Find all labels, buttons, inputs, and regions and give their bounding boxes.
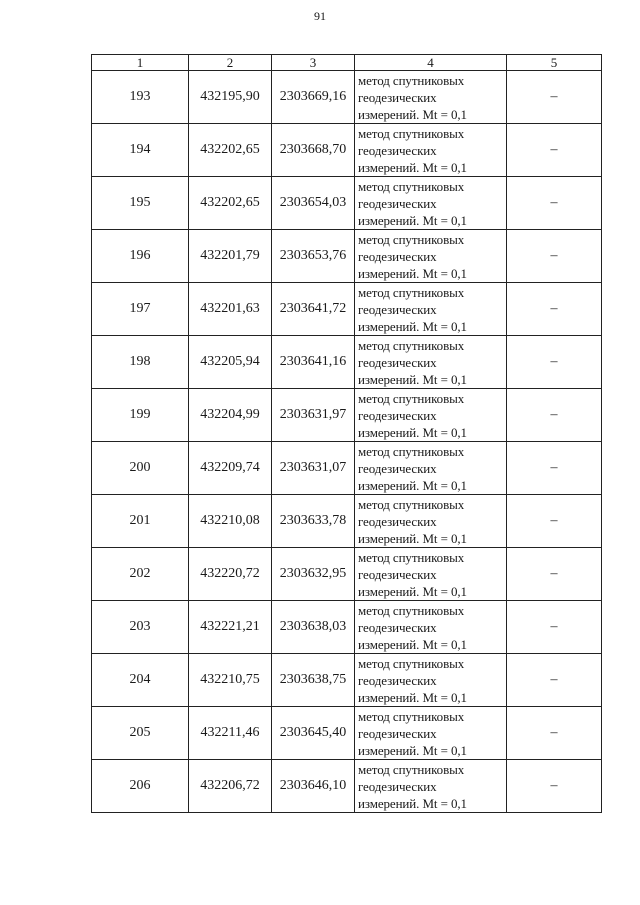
x-coordinate-cell: 432206,72 [189,760,272,813]
note-cell: – [507,442,602,495]
x-coordinate-cell: 432202,65 [189,177,272,230]
note-cell: – [507,336,602,389]
method-cell [355,442,507,495]
method-cell [355,230,507,283]
method-cell [355,495,507,548]
method-line: измерений. Mt = 0,1 [358,212,467,228]
table-row [92,548,602,601]
table-row [92,495,602,548]
note-cell: – [507,601,602,654]
method-line: геодезических [358,725,437,741]
method-cell [355,177,507,230]
table-row [92,177,602,230]
y-coordinate-cell: 2303653,76 [272,230,355,283]
method-line: метод спутниковых [358,549,465,565]
method-cell [355,336,507,389]
y-coordinate-cell: 2303638,03 [272,601,355,654]
note-cell: – [507,71,602,124]
method-line: метод спутниковых [358,602,465,618]
x-coordinate-cell: 432210,75 [189,654,272,707]
method-line: измерений. Mt = 0,1 [358,318,467,334]
coordinates-table [91,54,602,813]
point-number-cell: 202 [92,548,189,601]
point-number-cell: 197 [92,283,189,336]
method-line: измерений. Mt = 0,1 [358,742,467,758]
method-line: измерений. Mt = 0,1 [358,371,467,387]
y-coordinate-cell: 2303641,16 [272,336,355,389]
note-cell: – [507,654,602,707]
method-line: метод спутниковых [358,390,465,406]
y-coordinate-cell: 2303654,03 [272,177,355,230]
note-cell: – [507,495,602,548]
table-row [92,601,602,654]
table-row [92,283,602,336]
method-line: измерений. Mt = 0,1 [358,265,467,281]
note-cell: – [507,283,602,336]
point-number-cell: 194 [92,124,189,177]
method-line: метод спутниковых [358,72,465,88]
note-cell: – [507,177,602,230]
point-number-cell: 196 [92,230,189,283]
header-col-5: 5 [507,55,602,71]
x-coordinate-cell: 432204,99 [189,389,272,442]
point-number-cell: 193 [92,71,189,124]
header-col-1: 1 [92,55,189,71]
method-line: измерений. Mt = 0,1 [358,795,467,811]
method-cell [355,548,507,601]
header-col-2: 2 [189,55,272,71]
table-row [92,336,602,389]
table-body [92,71,602,813]
header-col-3: 3 [272,55,355,71]
method-cell [355,601,507,654]
header-row [92,55,602,71]
x-coordinate-cell: 432221,21 [189,601,272,654]
method-cell [355,71,507,124]
y-coordinate-cell: 2303641,72 [272,283,355,336]
method-line: геодезических [358,354,437,370]
x-coordinate-cell: 432211,46 [189,707,272,760]
method-line: метод спутниковых [358,284,465,300]
point-number-cell: 206 [92,760,189,813]
note-cell: – [507,548,602,601]
method-line: измерений. Mt = 0,1 [358,477,467,493]
y-coordinate-cell: 2303632,95 [272,548,355,601]
table-row [92,389,602,442]
y-coordinate-cell: 2303631,07 [272,442,355,495]
method-line: геодезических [358,460,437,476]
method-line: метод спутниковых [358,178,465,194]
y-coordinate-cell: 2303631,97 [272,389,355,442]
method-cell [355,707,507,760]
method-line: метод спутниковых [358,761,465,777]
x-coordinate-cell: 432195,90 [189,71,272,124]
method-line: метод спутниковых [358,708,465,724]
method-line: метод спутниковых [358,125,465,141]
table-row [92,442,602,495]
y-coordinate-cell: 2303669,16 [272,71,355,124]
y-coordinate-cell: 2303638,75 [272,654,355,707]
method-line: метод спутниковых [358,443,465,459]
method-line: измерений. Mt = 0,1 [358,424,467,440]
note-cell: – [507,760,602,813]
method-line: геодезических [358,513,437,529]
note-cell: – [507,707,602,760]
table-row [92,230,602,283]
method-line: геодезических [358,301,437,317]
method-line: измерений. Mt = 0,1 [358,530,467,546]
point-number-cell: 199 [92,389,189,442]
x-coordinate-cell: 432202,65 [189,124,272,177]
table-row [92,124,602,177]
x-coordinate-cell: 432201,79 [189,230,272,283]
method-line: геодезических [358,619,437,635]
method-line: геодезических [358,142,437,158]
note-cell: – [507,389,602,442]
table-row [92,654,602,707]
method-line: метод спутниковых [358,231,465,247]
y-coordinate-cell: 2303633,78 [272,495,355,548]
method-line: геодезических [358,89,437,105]
method-cell [355,760,507,813]
point-number-cell: 200 [92,442,189,495]
method-cell [355,283,507,336]
x-coordinate-cell: 432209,74 [189,442,272,495]
method-line: геодезических [358,778,437,794]
point-number-cell: 195 [92,177,189,230]
table-row [92,71,602,124]
x-coordinate-cell: 432205,94 [189,336,272,389]
method-line: измерений. Mt = 0,1 [358,636,467,652]
method-line: геодезических [358,195,437,211]
method-line: геодезических [358,672,437,688]
point-number-cell: 198 [92,336,189,389]
method-line: измерений. Mt = 0,1 [358,689,467,705]
x-coordinate-cell: 432220,72 [189,548,272,601]
point-number-cell: 205 [92,707,189,760]
method-line: геодезических [358,407,437,423]
method-cell [355,124,507,177]
x-coordinate-cell: 432201,63 [189,283,272,336]
note-cell: – [507,230,602,283]
method-line: измерений. Mt = 0,1 [358,106,467,122]
method-line: метод спутниковых [358,337,465,353]
method-line: измерений. Mt = 0,1 [358,583,467,599]
method-line: геодезических [358,248,437,264]
method-cell [355,654,507,707]
point-number-cell: 204 [92,654,189,707]
method-line: метод спутниковых [358,496,465,512]
note-cell: – [507,124,602,177]
page-number: 91 [314,9,326,23]
table-header [92,55,602,71]
method-cell [355,389,507,442]
x-coordinate-cell: 432210,08 [189,495,272,548]
method-line: измерений. Mt = 0,1 [358,159,467,175]
table-row [92,707,602,760]
y-coordinate-cell: 2303668,70 [272,124,355,177]
y-coordinate-cell: 2303646,10 [272,760,355,813]
method-line: метод спутниковых [358,655,465,671]
point-number-cell: 201 [92,495,189,548]
header-col-4: 4 [355,55,507,71]
method-line: геодезических [358,566,437,582]
point-number-cell: 203 [92,601,189,654]
table-row [92,760,602,813]
y-coordinate-cell: 2303645,40 [272,707,355,760]
